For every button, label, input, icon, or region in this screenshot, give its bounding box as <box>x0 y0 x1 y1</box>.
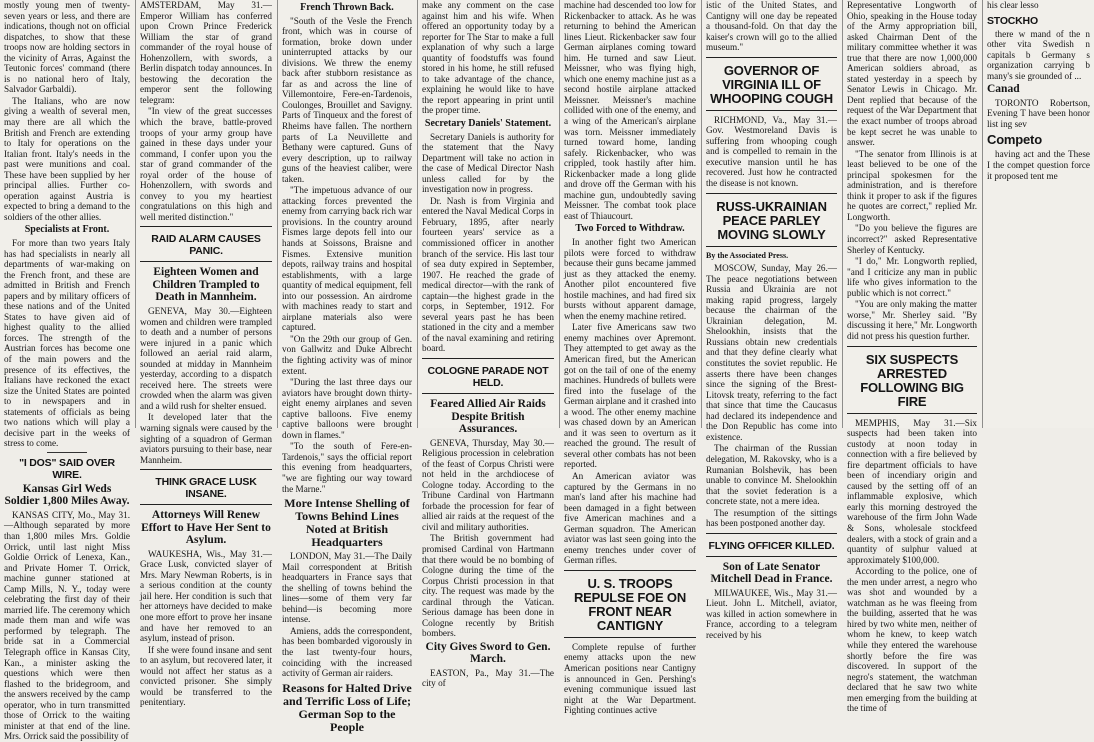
article-text: WAUKESHA, Wis., May 31.—Grace Lusk, convicted slayer of Mrs. Mary Newman Roberts, is in a serious condition at the county jail here. Her condition is such that her attorneys have decided to make one more effort to prove her insane and have her removed to an asylum, instead of prison. <box>140 548 272 644</box>
article-text: istic of the United States, and Cantigny will one day be repeated a thousand-fold. On that day the kaiser's crown will go to the allied museum." <box>706 0 837 53</box>
subheadline: Attorneys Will Renew Effort to Have Her Sent to Asylum. <box>141 509 271 547</box>
subheading: Secretary Daniels' Statement. <box>424 118 552 130</box>
column-1 <box>0 0 134 742</box>
article-text: For more than two years Italy has had specialists in nearly all departments of war-making on the French front, and these are admitted in British and French papers and by military officers of these nations and of the United States to have given aid of highest quality to the allied forces. The strength of the Austrian forces has become one of the main powers and the presence of its effectives, the Italians have reckoned the exact size the United States are pointed to in newspapers and in statements of officials as being two nations which will play a decisive part in the weeks of stress to come. <box>4 237 130 449</box>
article-text: his clear lesso <box>987 0 1039 10</box>
headline: U. S. TROOPS REPULSE FOE ON FRONT NEAR CANTIGNY <box>573 575 687 633</box>
headline: COLOGNE PARADE NOT HELD. <box>427 365 549 389</box>
article-text: there w mand of the n other vita Swedish n capitals b Germany s organization carrying b many's sie grounded of ... <box>987 28 1090 81</box>
article-text: "The senator from Illinois is at least believed to be one of the principal spokesmen for the administration, and is therefore think it proper to ask if the figures he quotes are correct," replied Mr. Longworth. <box>847 148 977 222</box>
article-text: "I do," Mr. Longworth replied, "and I criticize any man in public life who gives information to the public which is not correct." <box>847 256 977 298</box>
article-text: EASTON, Pa., May 31.—The city of <box>422 667 554 689</box>
article-text: GENEVA, May 30.—Eighteen women and children were trampled to death and a number of persons were injured in a panic which followed an aerial raid alarm, sounded at midday in Mannheim yesterday, according to a dispatch received here. The streets were crowded when the alarm was given and a wild rush for shelter ensued. <box>140 305 272 411</box>
article-text: "In view of the great successes which the brave, battle-proved troops of your army group have gained in these days under your command, I confer upon you the star of grand commander of the royal order of the house of Hohenzollern, with swords and convey to you my heartiest congratulations on this high and well merited distinction." <box>140 106 272 222</box>
article-text: "The impetuous advance of our attacking forces prevented the enemy from carrying back rich war provisions. In the country around Fismes large depots fell into our hands at Soissons, Braisne and Fismes. Extensive munition depots, railway trains and hospital establishments, with a large quantity of medical equipment, fell into our possession. An airdrome with machines ready to start and airplane materials also were captured. <box>282 185 412 333</box>
headline: More Intense Shelling of Towns Behind Lines Noted at British Headquarters <box>284 496 410 550</box>
article-text: "On the 29th our group of Gen. von Gallwitz and Duke Albrecht the fighting activity was of minor extent. <box>282 333 412 376</box>
article-text: "Do you believe the figures are incorrect?" asked Representative Sherley of Kentucky. <box>847 223 977 255</box>
column-2 <box>136 0 276 708</box>
article-text: mostly young men of twenty-seven years or less, and there are indications, though not on official dispatches, to show that these troops now are holding sectors in the vicinity of Arras, Against the Teutonic forces' command (there is no national hero of Italy, Salvador Garbaldi). <box>4 0 130 95</box>
article-text: GENEVA, Thursday, May 30.—Religious procession in celebration of the feast of Corpus Christi were not held in the archdiocese of Cologne today. According to the Tribune Cardinal von Hartmann forbade the procession for fear of allied air raids at the request of the civil and military authorities. <box>422 437 554 532</box>
column-4 <box>418 0 558 689</box>
subheadline: Son of Late Senator Mitchell Dead in France. <box>710 560 833 586</box>
column-7 <box>843 0 981 714</box>
subheadline: Eighteen Women and Children Trampled to Death in Mannheim. <box>152 266 260 304</box>
article-text: Representative Longworth of Ohio, speaking in the House today of the Army appropriation bill, asked Chairman Dent of the military committee whether it was true that there are now 1,000,000 American soldiers abroad, as stated yesterday in a speech by Senator Lewis in Chicago. Mr. Dent replied that because of the request of the War Department that the exact number of troops abroad be kept secret he was unable to answer. <box>847 0 977 148</box>
subheading: Two Forced to Withdraw. <box>575 223 685 235</box>
article-text: The resumption of the sittings has been postponed another day. <box>706 507 837 529</box>
article-text: According to the police, one of the men under arrest, a negro who was shot and wounded by a watchman as he was fleeing from the building, asserted that he was hired by two white men, neither of whom he knew, to keep watch while they entered the warehouse shortly before the fire was discovered. In support of the negro's statement, the watchman declared that he saw two white men emerging from the building at the time of <box>847 566 977 714</box>
article-text: TORONTO Robertson, Evening T have been honor list ing sev <box>987 97 1090 129</box>
article-text: It developed later that the warning signals were caused by the sighting of a squadron of German aviators pursuing to their base, near Mannheim. <box>140 412 272 465</box>
article-text: LONDON, May 31.—The Daily Mail correspondent at British headquarters in France says that the shelling of towns behind the lines—some of them very far behind—is becoming more intense. <box>282 551 412 625</box>
headline: "I DOS" SAID OVER WIRE. <box>19 456 115 481</box>
article-text: AMSTERDAM, May 31.—Emperor William has conferred upon Crown Prince Frederick William the star of grand commander of the royal house of Hohenzollern, with swords, a Berlin dispatch today announces. In bestowing the decoration the emperor sent the following telegram: <box>140 0 272 105</box>
headline: Reasons for Halted Drive and Terrific Loss of Life; German Sop to the People <box>282 680 412 734</box>
headline: THINK GRACE LUSK INSANE. <box>155 476 257 501</box>
article-text: "You are only making the matter worse," Mr. Sherley said. "By discussing it here," Mr. Longworth did not press his question further. <box>847 299 977 341</box>
headline: RAID ALARM CAUSES PANIC. <box>151 233 261 258</box>
headline: RUSS-UKRAINIAN PEACE PARLEY MOVING SLOWLY <box>716 198 827 242</box>
headline: Competo <box>987 132 1042 148</box>
article-text: Later five Americans saw two enemy machines over Apremont. They attempted to get away as the American fired, but the American got on the tail of one of the enemy machines. Hundreds of bullets were fired into the fuselage of the German airplane and it crashed into a wood. The other enemy machine was chased down by an American and it was seen to overturn as it reached the ground. The result of several other combats has not been reported. <box>564 322 696 470</box>
article-text: machine had descended too low for Rickenbacker to attack. As he was returning to behind the American lines Lieut. Rickenbacker saw four German airplanes coming toward him. He turned and saw Lieut. Meissner, who was flying high, which one enemy machine just as a second hostile airplane attacked Meissner. Meissner's machine collided with one of the enemy, and a wing of the American's airplane was torn. Meissner immediately turned toward home, landing safely. Rickenbacker, who was crippled, took hastily after him. Rickenbacker made a long glide and drove off the German with his machine gun, undoubtedly saving Meissner. The combat took place east of Thiaucourt. <box>564 0 696 221</box>
column-6 <box>702 0 841 640</box>
headline: GOVERNOR OF VIRGINIA ILL OF WHOOPING COUGH <box>710 62 833 106</box>
subheadline: Kansas Girl Weds Soldier 1,800 Miles Away. <box>4 482 130 508</box>
article-text: MEMPHIS, May 31.—Six suspects had been taken into custody at noon today in connection with a fire believed by fire department officials to have been of incendiary origin and caused by the setting off of an inflammable explosive, which early this morning destroyed the warehouse of the firm John Wade & Sons, wholesale stockfeed dealers, with a stock of grain and a quantity of sulphur valued at approximately $100,000. <box>847 417 977 565</box>
article-text: "During the last three days our aviators have brought down thirty-eight enemy airplanes and seven captive balloons. Five enemy captive balloons were brought down in flames." <box>282 377 412 440</box>
column-8 <box>983 0 1094 428</box>
article-text: Complete repulse of further enemy attacks upon the new American positions near Cantigny is announced in Gen. Pershing's evening communique issued last night at the War Department. Fighting continues active <box>564 641 696 716</box>
article-text: having act and the These I the compet question force it proposed tent me <box>987 149 1090 181</box>
article-text: The Italians, who are now giving a wealth of several men, may there are all which the British and French are extending to Italy for operations on the Italian front. Italy's needs in the past were munitions and coal. These have been supplied by her principal allies. Further co-operation against Austria is expected to bring a demand to the soldiers of the other allies. <box>4 95 130 222</box>
article-text: Secretary Daniels is authority for the statement that the Navy Department will take no action in the case of Medical Director Nash unless called for by the investigation now in progress. <box>422 131 554 195</box>
article-text: KANSAS CITY, Mo., May 31.—Although separated by more than 1,800 miles Mrs. Goldie Orrick, until last night Miss Goldie Orrick of Lenexa, Kan., and Private Homer T. Orrick, machine gunner stationed at Camp Mills, N. Y., today were celebrating the first day of their married life. The ceremony which made them man and wife was performed by telegraph. The bride sat in a Commercial Telegraph office in Kansas City, Kan., a minister asking the questions which were then flashed to the bridegroom, and the answers received by the camp operator, who in turn transmitted those of Orrick to the waiting minister at that end of the line. Mrs. Orrick said the possibility of <box>4 509 130 742</box>
article-text: The chairman of the Russian delegation, M. Rakovsky, who is a Rumanian Bolshevik, has been unable to convince M. Shelookhin that the soviet federation is a concrete state, not a mere idea. <box>706 443 837 507</box>
article-text: If she were found insane and sent to an asylum, but recovered later, it would not affect her status as a convicted prisoner. She simply would be transferred to the penitentiary. <box>140 644 272 708</box>
column-5 <box>560 0 700 716</box>
subheading: Specialists at Front. <box>24 224 110 236</box>
article-text: An American aviator was captured by the Germans in no man's land after his machine had been damaged in a fight between five American machines and a German squadron. The American aviator was last seen going into the enemy trenches under cover of German rifles. <box>564 471 696 566</box>
subheadline: City Gives Sword to Gen. March. <box>425 640 551 666</box>
article-text: "South of the Vesle the French front, which was in course of formation, broke down under uninterrupted attacks by our divisions. We threw the enemy back after stubborn resistance as far as and across the line of Villemontoire, Fere-en-Tardenois, Coulonges, Brouillet and Savigny. Parts of Tinqueux and the forest of Rheims have fallen. The northern parts of La Neuvillette and Bethany were captured. Guns of every description, up to railway guns of the heaviest caliber, were taken. <box>282 15 412 184</box>
article-text: The British government had promised Cardinal von Hartmann that there would be no bombing of Cologne during the time of the Corpus Christi procession in that city. The request was made by the cardinal through the Vatican. Serious damage has been done in Cologne recently by British bombers. <box>422 533 554 639</box>
subheading: French Thrown Back. <box>300 2 394 13</box>
headline: SIX SUSPECTS ARRESTED FOLLOWING BIG FIRE <box>860 351 964 409</box>
article-text: Dr. Nash is from Virginia and entered the Naval Medical Corps in February, 1895, after nearly fourteen years' service as a commissioned officer in another branch of the service. His last tour of sea duty expired in September, 1907. He reached the grade of medical director—with the rank of captain—the highest grade in the corps, in September, 1912. For several years past he has been stationed in the city and a member of the naval examining and retiring board. <box>422 195 554 354</box>
subheadline: Feared Allied Air Raids Despite British Assurances. <box>430 398 546 435</box>
article-text: MILWAUKEE, Wis., May 31.—Lieut. John L. Mitchell, aviator, was killed in action somewhere in France, according to a telegram received by his <box>706 587 837 640</box>
article-text: MOSCOW, Sunday, May 26.—The peace negotiations between Russia and Ukrainia are not making rapid progress, largely because the chairman of the Ukrainian delegation, M. Shelookhin, insists that the Russians obtain new credentials and that they define clearly what constitutes the soviet republic. He asserts there have been changes since the signing of the Brest-Litovsk treaty, referring to the fact that since that time the Caucasus had declared its independence and the Don Republic has come into existence. <box>706 263 837 442</box>
headline: FLYING OFFICER KILLED. <box>708 539 835 552</box>
article-text: In another fight two American pilots were forced to withdraw because their guns became jammed just as they attacked the enemy. Another pilot encountered five hostile machines, and had fired six bursts without apparent damage, when the enemy machine retired. <box>564 236 696 321</box>
subheadline: Canad <box>987 83 1020 96</box>
headline: STOCKHO <box>987 14 1038 27</box>
article-text: RICHMOND, Va., May 31.—Gov. Westmoreland Davis is suffering from whooping cough and is compelled to remain in the executive mansion until he has recovered. Just how he contracted the disease is not known. <box>706 114 837 189</box>
column-3 <box>278 0 416 734</box>
article-text: "To the south of Fere-en-Tardenois," says the official report this evening from headquarters, "we are fighting our way toward the Marne." <box>282 441 412 494</box>
article-text: make any comment on the case against him and his wife. When offered an opportunity today by a reporter for The Star to make a full explanation of why such a large quantity of foodstuffs was found stored in his home, he still refused to take advantage of the chance, explaining he would like to have the report appearing in print until the proper time. <box>422 0 554 116</box>
divider <box>47 452 87 453</box>
byline: By the Associated Press. <box>706 250 789 260</box>
article-text: Amiens, adds the correspondent, has been bombarded vigorously in the last twenty-four hours, coinciding with the increased activity of German air raiders. <box>282 625 412 679</box>
